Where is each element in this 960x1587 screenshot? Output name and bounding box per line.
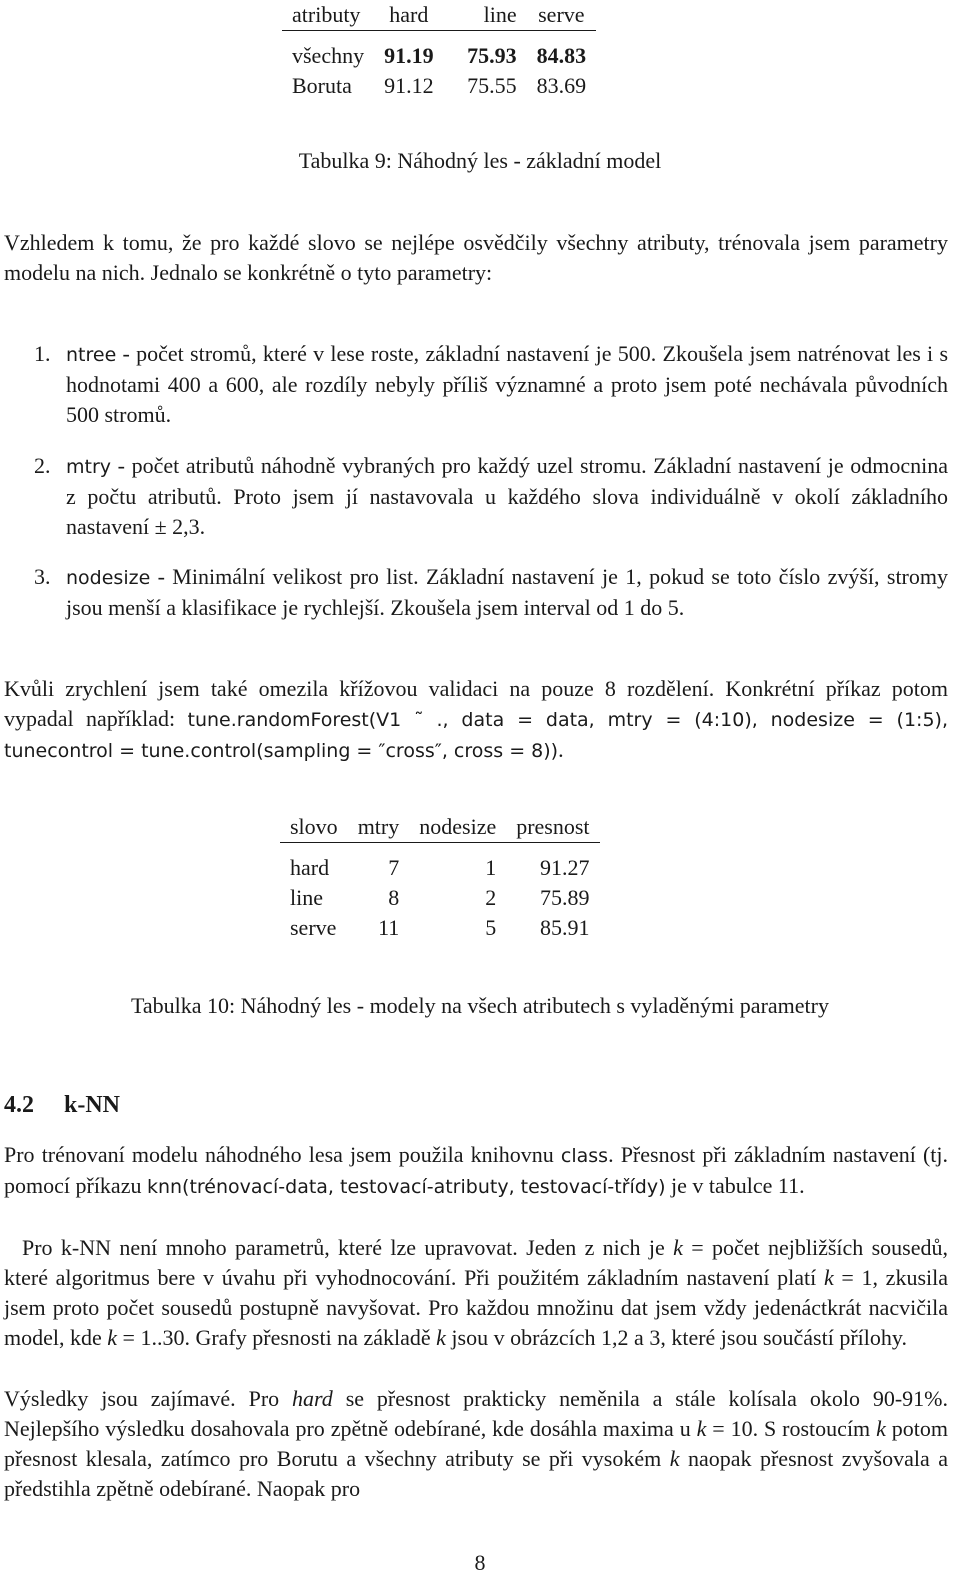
table-cell: 85.91 (540, 915, 590, 940)
paragraph-knn-parameters (4, 1233, 948, 1353)
table-row (280, 913, 600, 943)
paragraph-text: potom přesnost klesala, zatímco pro Borutu a všechny atributy se při vysokém (4, 1416, 948, 1471)
list-item-text: - počet atributů náhodně vybraných pro každý uzel stromu. Základní nastavení je odmocnina z počtu atributů. Proto jsem jí nastavovala u každého slova individuálně v okolí základního nastavení ± 2,3. (66, 453, 948, 539)
table-cell: 91.27 (540, 855, 590, 880)
table-10-caption: Tabulka 10: Náhodný les - modely na všech atributech s vyladěnými parametry (131, 993, 829, 1018)
table-cell: line (290, 885, 323, 910)
list-item-body (66, 451, 948, 542)
section-heading (4, 1092, 120, 1119)
paragraph-knn-library (4, 1140, 948, 1202)
list-item-number: 1. (34, 341, 51, 366)
list-item-number: 3. (34, 564, 51, 589)
paragraph-text: se přesnost prakticky neměnila a stále kolísala okolo 90-91%. Nejlepšího výsledku dosahovala pro zpětně odebírané, kde dosáhla maxima u (4, 1386, 948, 1441)
section-number: 4.2 (4, 1092, 34, 1118)
table-cell: Boruta (292, 73, 352, 98)
paragraph-text: = 1, zkusila jsem proto počet sousedů postupně navyšovat. Pro každou množinu dat jsem vždy jedenáctkrát nacvičila model, kde (4, 1265, 949, 1350)
table-header-cell: serve (538, 2, 585, 27)
table-cell: 5 (485, 915, 497, 940)
page-number: 8 (474, 1550, 486, 1575)
paragraph-text: jsou v obrázcích 1,2 a 3, které jsou součástí přílohy. (445, 1325, 907, 1350)
math-var: k (669, 1446, 680, 1471)
paragraph-intro: Vzhledem k tomu, že pro každé slovo se nejlépe osvědčily všechny atributy, trénovala jsem parametry modelu na nich. Jednalo se konkrétně o tyto parametry: (4, 230, 948, 285)
table-cell: všechny (292, 43, 365, 68)
table-header-row (282, 0, 596, 31)
table-row (282, 71, 596, 101)
paragraph-text: . (558, 737, 564, 762)
paragraph-text: = 1..30. Grafy přesnosti na základě (117, 1325, 437, 1350)
math-var: k (107, 1325, 118, 1350)
list-item (4, 339, 948, 429)
table-header-cell: atributy (292, 2, 361, 27)
table-cell: hard (290, 855, 330, 880)
code-term: mtry (66, 456, 112, 478)
table-cell: 8 (388, 885, 400, 910)
table-header-cell: slovo (290, 814, 338, 839)
table-cell: 84.83 (536, 43, 587, 68)
table-cell: 1 (485, 855, 497, 880)
table-header-row (280, 812, 600, 843)
table-cell: 2 (485, 885, 497, 910)
math-var: k (876, 1416, 886, 1441)
paragraph-text: Kvůli zrychlení jsem také omezila křížovou validaci na pouze 8 rozdělení. Konkrétní příkaz potom vypadal například: (4, 676, 948, 731)
code-command: tune.randomForest(V1 ˜ ., data = data, mtry = (4:10), nodesize = (1:5), tunecontrol = tune.control(sampling = ″cross″, cross = 8)) (4, 709, 948, 762)
code-term: ntree (66, 344, 117, 366)
list-item-body (66, 562, 948, 623)
math-var: k (823, 1265, 834, 1290)
table-header-cell: line (483, 2, 517, 27)
table-row (282, 31, 596, 72)
table-cell: 11 (378, 915, 400, 940)
table-cell: 83.69 (536, 73, 587, 98)
table-10 (280, 812, 600, 943)
table-cell: serve (290, 915, 337, 940)
list-item-text: - Minimální velikost pro list. Základní nastavení je 1, pokud se toto číslo zvýší, stromy jsou menší a klasifikace je rychlejší. Zkoušela jsem interval od 1 do 5. (66, 564, 948, 620)
paragraph-text: . Přesnost při základním nastavení (tj. pomocí příkazu (4, 1142, 949, 1198)
list-item-body (66, 339, 948, 430)
paragraph-crossvalidation (4, 674, 948, 766)
table-cell: 91.19 (384, 43, 434, 68)
table-cell: 75.55 (467, 73, 517, 98)
list-item-text: - počet stromů, které v lese roste, základní nastavení je 500. Zkoušela jsem natrénovat les i s hodnotami 400 a 600, ale rozdíly nebyly příliš významné a proto jsem poté nechávala původních 500 stromů. (66, 341, 948, 427)
paragraph-text: Výsledky jsou zajímavé. Pro (4, 1386, 293, 1411)
table-header-cell: nodesize (419, 814, 497, 839)
table-cell: 7 (388, 855, 400, 880)
paragraph-text: = počet nejbližších sousedů, které algoritmus bere v úvahu při vyhodnocování. Při použitém základním nastavení platí (4, 1235, 948, 1290)
table-cell: 75.89 (540, 885, 590, 910)
paragraph-text: naopak přesnost zvyšovala a předstihla zpětně odebírané. Naopak pro (4, 1446, 949, 1501)
table-row (280, 883, 600, 913)
paragraph-text: je v tabulce 11. (665, 1173, 805, 1198)
paragraph-knn-results (4, 1384, 948, 1504)
table-header-cell: presnost (516, 814, 590, 839)
list-item (4, 451, 948, 541)
paragraph-text: = 10. S rostoucím (706, 1416, 877, 1441)
table-9 (282, 0, 596, 101)
code-term: nodesize (66, 567, 151, 589)
table-cell: 75.93 (467, 43, 517, 68)
table-header-cell: hard (389, 2, 429, 27)
section-title: k-NN (64, 1092, 121, 1118)
paragraph-text: Pro trénovaní modelu náhodného lesa jsem použila knihovnu (4, 1142, 561, 1167)
math-var: k (673, 1235, 683, 1260)
emphasis: hard (292, 1386, 333, 1411)
table-header-cell: mtry (357, 814, 400, 839)
table-cell: 91.12 (384, 73, 434, 98)
code-term: class (560, 1145, 609, 1167)
code-command: knn(trénovací-data, testovací-atributy, testovací-třídy) (146, 1176, 666, 1198)
table-row (280, 843, 600, 884)
paragraph-text: Pro k-NN není mnoho parametrů, které lze upravovat. Jeden z nich je (22, 1235, 674, 1260)
math-var: k (696, 1416, 707, 1441)
list-item-number: 2. (34, 453, 51, 478)
math-var: k (436, 1325, 446, 1350)
table-9-caption: Tabulka 9: Náhodný les - základní model (298, 148, 662, 173)
list-item (4, 562, 948, 652)
